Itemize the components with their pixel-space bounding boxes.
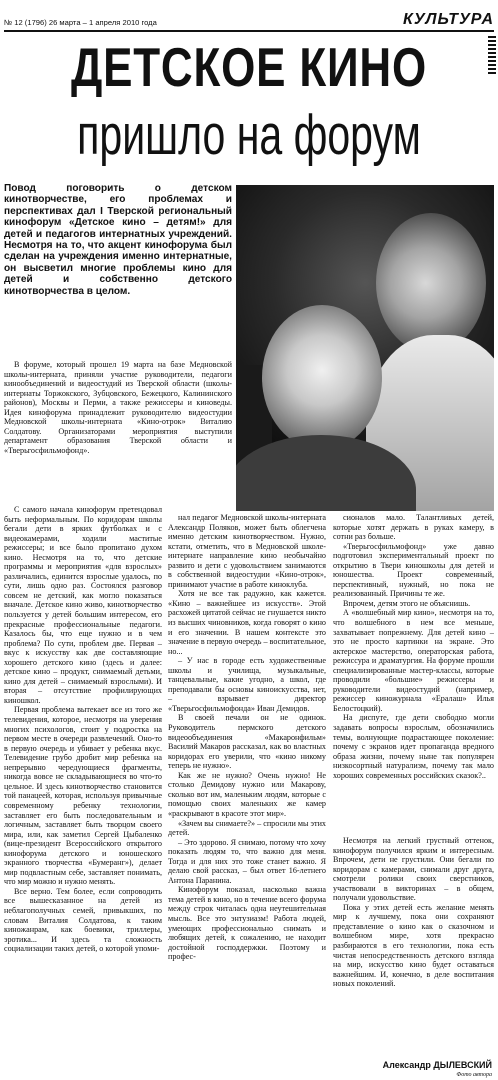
article-photo: [236, 185, 494, 511]
article-column-5: [333, 836, 494, 989]
paragraph: Все верно. Тем более, если сопроводить все вышесказанное на детей из неблагополучных семей, привыкших, по словам Виталия Солдатова, к таким киножанрам, как боевики, триллеры, эротика... И здесь та сложность социализации таких детей, о которой упоми-: [4, 886, 162, 954]
paragraph: С самого начала кинофорум претендовал быть неформальным. По коридорам школы бегали дети в ярких футболках и с видеокамерами, ходили маститые режиссеры; и все было пропитано духом кино. Несмотря на то, что детские программы и мероприятия «для взрослых» различались, единится взрослые удалось, по сути, лишь одно раз. Состоялся разговор совсем не детский, как могло показаться вначале. Детское кино живо, кинотворчество пользуется у детей большим интересом, его прекрасные профессиональные педагоги. Казалось бы, что еще нужно и в чем проблема? По сути, проблем две. Первая – вкус к искусству как две составляющие хорошего детского кино (здесь и далее: детское кино – продукт, снимаемый детьми, кино для детей – снимаемый взрослыми). И вторая – отсутствие профилирующих киношкол.: [4, 505, 162, 705]
issue-info: № 12 (1796) 26 марта – 1 апреля 2010 года: [4, 18, 157, 27]
lead-paragraph: Повод поговорить о детском кинотворчестве, его проблемах и перспективах дал I Тверской региональный кинофорум «Детское кино – детям!» для детей и педагогов интернатных учреждений. Несмотря на то, что акцент кинофорума был сделан на учреждения именно интернатные, он высветил многие проблемы кино для детей и собственно детского кинотворчества в целом.: [4, 183, 232, 297]
paragraph: В форуме, который прошел 19 марта на базе Медновской школы-интерната, приняли участие руководители, педагоги кинообъединений и видеостудий из Тверской области (школы-интернаты Торжокского, Зубцовского, Бежецкого, Калининского районов), Москвы и Перми, а также режиссеры и киноведы. Идея кинофорума принадлежит руководителю видеостудии Медновской школы-интерната «Кино-отрок» Виталию Солдатову. Организаторами мероприятия выступили департамент образования Тверской области и «Тверьгосфильмофонд».: [4, 360, 232, 455]
paragraph: Как же не нужно? Очень нужно! Не столько Демидову нужно или Макарову, сколько вот им, маленьким людям, которые с помощью своих маленьких же камер «раскрывают в красоте этот мир».: [168, 770, 326, 818]
article-column-3: [168, 513, 326, 962]
paragraph: А «волшебный мир кино», несмотря на то, что волшебного в нем все меньше, захватывает попрежнему. Для детей кино – это не просто картинки на экране. Это актерское мастерство, операторская работа, режиссура и драматургия. На форуме прошли специализированные мастер-классы, которые проводили «большие» режиссеры и руководители видеостудий (например, режиссер киножурнала «Ералаш» Илья Белостоцкий).: [333, 608, 494, 713]
photo-figure-older-child: [376, 213, 486, 353]
author-byline: Александр ДЫЛЕВСКИЙ: [382, 1060, 492, 1070]
paragraph: – У нас в городе есть художественные школы и училища, музыкальные, танцевальные, какие угодно, а школ, где преподавали бы основы киноискусства, нет, – взрывает директор «Тверьгосфильмофонда» Иван Демидов.: [168, 656, 326, 713]
paragraph: Впрочем, детям этого не объяснишь.: [343, 598, 471, 608]
paragraph: Пока у этих детей есть желание менять мир к лучшему, пока они сохраняют представление о кино как о сказочном и волшебном мире, хотя прекрасно разбираются в его технологии, пока есть чистая непосредственность детского взгляда на мир, искусство кино будет оставаться важнейшим. И, конечно, в деле воспитания новых поколений.: [333, 902, 494, 989]
paragraph: Первая проблема вытекает все из того же телевидения, которое, несмотря на уверения многих психологов, стоит у подростка на первом месте в очереди развлечений. Оно-то в первую очередь и убивает у ребенка вкус. Телевидение грубо дробит мир ребенка на непрерывно чередующиеся фрагменты, никогда вовсе не складывающиеся во что-то цельное. И здесь кинотворчество становится той панацеей, которая, используя привычные современному ребенку технологии, заставляет его быть последовательным и логичным, заставляет быть творцом своего мира, или, как заметил Сергей Цыбаленко (вице-президент Всероссийского открытого кинофорума детского и юношеского экранного творчества «Бумеранг»), делает мир подвластным себе, заставляет понимать, что мир можно и нужно менять.: [4, 705, 162, 887]
paragraph: «Зачем вы снимаете?» – спросили мы этих детей.: [168, 818, 326, 838]
photo-figure-boy: [262, 305, 382, 450]
article-column-2: [4, 505, 162, 954]
paragraph: – Это здорово. Я снимаю, потому что хочу показать людям то, что важно для меня. Тогда и для них это тоже станет важно. Я делаю свой рассказ, – был ответ 16-летнего Антона Паранина.: [168, 837, 326, 885]
paragraph: нал педагог Медновской школы-интерната Александр Поляков, может быть облегчена именно детским кинотворчеством. Нужно, кстати, отметить, что в Медновской школе-интернате направление кино необычайно развито и дети с удовольствием занимаются в собственной видеостудии «Кино-отрок», принимают участие в работе киноклуба.: [168, 513, 326, 589]
paragraph: сионалов мало. Талантливых детей, которые хотят держать в руках камеру, в сотни раз больше.: [333, 513, 494, 542]
paragraph: Несмотря на легкий грустный оттенок, кинофорум получился ярким и интересным. Впрочем, дети не грустили. Они бегали по коридорам с камерами, снимали друг друга, смотрели ролики своих сверстников, участвовали в викторинах – в общем, получали удовольствие.: [333, 836, 494, 903]
paragraph: Хотя не все так радужно, как кажется. «Кино – важнейшее из искусств». Этой расхожей цитатой сейчас не гнушается никто из высших чиновников, когда говорят о кино и его значении. В нашем контексте это значение в первую очередь – воспитательное, но...: [168, 589, 326, 656]
headline-line-1: ДЕТСКОЕ КИНО: [70, 36, 428, 98]
article-column-4: [333, 513, 494, 780]
paragraph: Кинофорум показал, насколько важна тема детей в кино, но в течение всего форума между строк читалась одна неутешительная мысль. Все это энтузиазм! Работа людей, умеющих профессионально снимать и любящих детей, к сожалению, не находит достойной господдержки. Поэтому и профес-: [168, 885, 326, 962]
section-title: КУЛЬТУРА: [402, 11, 494, 28]
side-stripe-decoration: [488, 36, 496, 76]
photo-credit: Фото автора: [456, 1072, 492, 1078]
headline-line-2: пришло на форум: [77, 103, 421, 167]
page-header: [4, 8, 494, 32]
article-column-1: [4, 360, 232, 455]
paragraph: На диспуте, где дети свободно могли задавать вопросы взрослым, обозначились темы, волнующие подрастающее поколение: почему с экранов идет пропаганда вредного образа жизни, почему ныне так популярен низкосортный натурализм, почему так мало хороших современных российских сказок?..: [333, 713, 494, 780]
paragraph: «Тверьгосфильмофонд» уже давно подготовил экспериментальный проект по открытию в Твери киношколы для детей и юношества. Проект современный, перспективный, нужный, но пока не реализованный. Причины те же.: [333, 541, 494, 599]
paragraph: В своей печали он не одинок. Руководитель пермского детского видеообъединения «Макаронфильм» Василий Макаров рассказал, как во властных коридорах его уверили, что «кино никому теперь не нужно».: [168, 713, 326, 771]
